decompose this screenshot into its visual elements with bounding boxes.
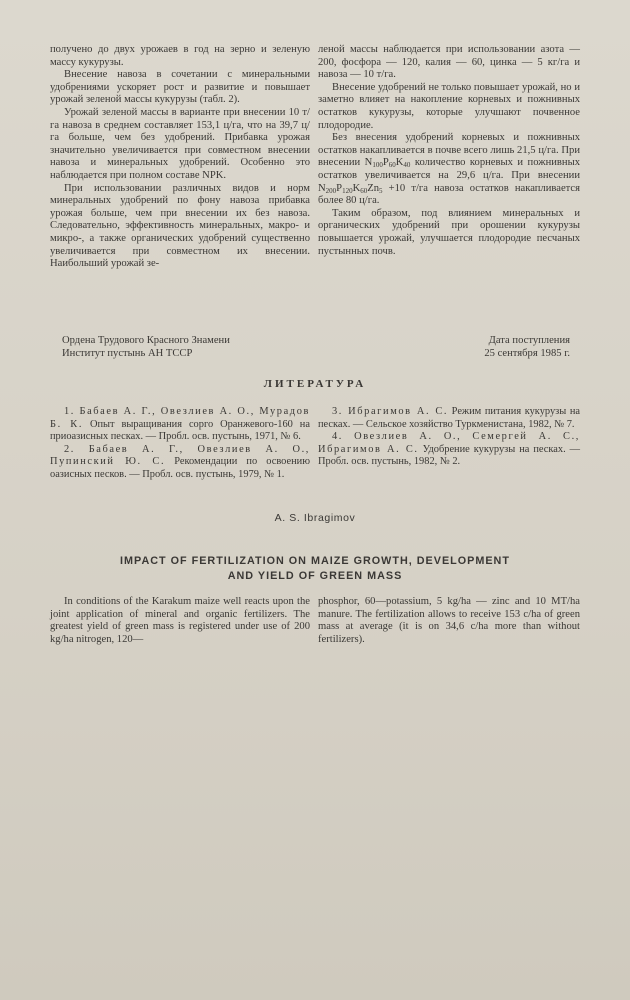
right-column — [318, 44, 580, 258]
english-title-line: AND YIELD OF GREEN MASS — [227, 570, 403, 582]
references-right — [318, 406, 580, 469]
received-date — [410, 335, 570, 360]
literature-heading: ЛИТЕРАТУРА — [263, 378, 367, 390]
paragraph: Урожай зеленой массы в варианте при внесении 10 т/га навоза в среднем составляет 153,1 ц/га, что на 39,7 ц/га больше, чем без удобрений. Прибавка урожая значительно увеличивается при совместном внесении навоза и минеральных удобрений. Особенно это наблюдается при полном составе NPK. — [50, 106, 310, 181]
reference-text: Режим питания кукурузы на песках. — Сельское хозяйство Туркменистана, 1982, № 7. — [318, 406, 580, 430]
paragraph: Внесение навоза в сочетании с минеральными удобрениями ускоряет рост и развитие и повышает урожай зеленой массы кукурузы (табл. 2). — [50, 69, 310, 106]
english-abstract-right — [318, 596, 580, 646]
reference-item — [318, 406, 580, 431]
paragraph — [318, 132, 580, 208]
reference-item — [318, 431, 580, 469]
reference-authors: 2. Бабаев А. Г., Овезлиев А. О., Пупинский Ю. С. — [50, 443, 310, 468]
affiliation-line: Институт пустынь АН ТССР — [62, 347, 193, 359]
paragraph: phosphor, 60—potassium, 5 kg/ha — zinc and 10 MT/ha manure. The fertilization allows to receive 153 c/ha of green mass at average (it is on 34,6 c/ha more than without fertilizers). — [318, 596, 580, 645]
left-column — [50, 44, 310, 271]
paragraph-part: количество корневых и пожнивных остатков увеличивается на 29,6 ц/га. При внесении — [318, 157, 580, 181]
english-title — [60, 554, 570, 584]
reference-text: Удобрение кукурузы на песках. — Пробл. осв. пустынь, 1982, № 2. — [318, 443, 580, 468]
formula-npkzn: $N_{200}P_{120}K_{60}Zn_5$ — [318, 182, 383, 195]
references-left — [50, 406, 310, 482]
english-abstract-left — [50, 596, 310, 646]
paragraph: получено до двух урожаев в год на зерно и зеленую массу кукурузы. — [50, 44, 310, 68]
paragraph: При использовании различных видов и норм минеральных удобрений по фону навоза прибавка урожая больше, чем при внесении их без навоза. Следовательно, эффективность минеральных, макро- и микро-, а также органических удобрений существенно увеличивается при совместном их внесении. Наибольший урожай зе- — [50, 182, 310, 270]
reference-text: Опыт выращивания сорго Оранжевого-160 на приоазисных песках. — Пробл. осв. пустынь, 1971, № 6. — [50, 418, 310, 443]
reference-item — [50, 406, 310, 444]
paragraph: In conditions of the Karakum maize well reacts upon the joint application of mineral and organic fertilizers. The greatest yield of green mass is registered under use of 200 kg/ha nitrogen, 120— — [50, 596, 310, 645]
paragraph: Таким образом, под влиянием минеральных и органических удобрений при орошении кукурузы повышается урожай, улучшается плодородие песчаных пустынных почв. — [318, 207, 580, 257]
reference-item — [50, 444, 310, 482]
received-label: Дата поступления — [488, 335, 570, 346]
reference-text: Рекомендации по освоению оазисных песков. — Пробл. осв. пустынь, 1979, № 1. — [50, 456, 310, 480]
reference-authors: 3. Ибрагимов А. С. — [332, 406, 449, 417]
paragraph: Внесение удобрений не только повышает урожай, но и заметно влияет на накопление корневых и пожнивных остатков кукурузы, которые улучшают почвенное плодородие. — [318, 81, 580, 131]
reference-authors: 4. Овезлиев А. О., Семергей А. С., Ибрагимов А. С. — [318, 431, 580, 455]
paragraph-part: Без внесения удобрений корневых и пожнивных остатков накапливается в почве всего лишь 21,5 ц/га. При внесении — [318, 132, 580, 169]
formula-npk: $N_{100}P_{60}K_{40}$ — [364, 157, 411, 170]
paragraph-part: +10 т/га навоза остатков накапливается более 80 ц/га. — [318, 182, 580, 207]
english-author: A. S. Ibragimov — [274, 512, 356, 524]
paragraph: леной массы наблюдается при использовании азота — 200, фосфора — 120, калия — 60, цинка — 5 кг/га и навоза — 10 т/га. — [318, 44, 580, 81]
reference-authors: 1. Бабаев А. Г., Овезлиев А. О., Мурадов Б. К. — [50, 406, 310, 430]
affiliation — [62, 335, 322, 360]
english-title-line: IMPACT OF FERTILIZATION ON MAIZE GROWTH, DEVELOPMENT — [120, 555, 510, 567]
received-value: 25 сентября 1985 г. — [484, 347, 570, 359]
affiliation-line: Ордена Трудового Красного Знамени — [62, 335, 230, 346]
